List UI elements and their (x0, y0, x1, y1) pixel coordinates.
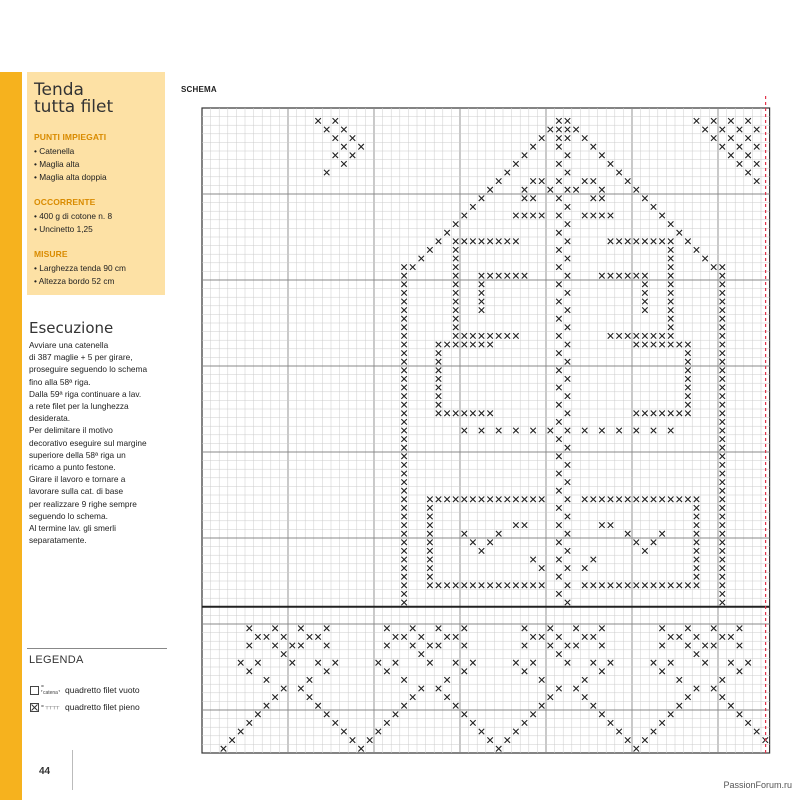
measures-list (34, 262, 157, 288)
section-heading-materials: OCCORRENTE (34, 197, 96, 207)
chart-grid (202, 108, 770, 753)
section-heading-measures: MISURE (34, 249, 68, 259)
legend-divider (27, 648, 167, 649)
accent-bar (0, 72, 22, 800)
cross-square-icon (30, 703, 39, 712)
info-box (27, 72, 165, 295)
page-divider (72, 750, 73, 790)
list-item: • 400 g di cotone n. 8 (34, 210, 157, 223)
watermark: PassionForum.ru (723, 780, 792, 790)
empty-square-icon (30, 686, 39, 695)
list-item: • Maglia alta doppia (34, 171, 157, 184)
list-item: • Uncinetto 1,25 (34, 223, 157, 236)
legend-row-filled (30, 702, 140, 712)
legend-label: quadretto filet pieno (65, 702, 140, 712)
list-item: • Altezza bordo 52 cm (34, 275, 157, 288)
page-number: 44 (39, 766, 51, 777)
execution-title: Esecuzione (29, 319, 114, 337)
list-item: • Catenella (34, 145, 157, 158)
filet-chart (196, 96, 780, 760)
schema-label: SCHEMA (181, 85, 217, 94)
list-item: • Maglia alta (34, 158, 157, 171)
legend-symbol-text: = ⸢catena⸣ (41, 684, 60, 696)
legend-title: LEGENDA (29, 654, 84, 666)
materials-list (34, 210, 157, 236)
pattern-title: Tenda tutta filet (34, 80, 114, 117)
legend-row-empty (30, 684, 140, 696)
legend-symbol-text: = ┬┬┬┬ (41, 704, 60, 710)
legend-label: quadretto filet vuoto (65, 685, 140, 695)
stitches-list (34, 145, 157, 184)
execution-instructions: Avviare una catenella di 387 maglie + 5 per girare, proseguire seguendo lo schema fino alla 58ª riga. Dalla 59ª riga continuare a lav. a rete filet per la lunghezza desiderata. Per delimitare il motivo decorativo eseguire sul margine superiore della 58ª riga un ricamo a punto festone. Girare il lavoro e tornare a lavorare sulla cat. di base per realizzare 9 righe sempre seguendo lo schema. Al termine lav. gli smerli separatamente. (29, 340, 148, 546)
section-heading-stitches: PUNTI IMPIEGATI (34, 132, 107, 142)
list-item: • Larghezza tenda 90 cm (34, 262, 157, 275)
